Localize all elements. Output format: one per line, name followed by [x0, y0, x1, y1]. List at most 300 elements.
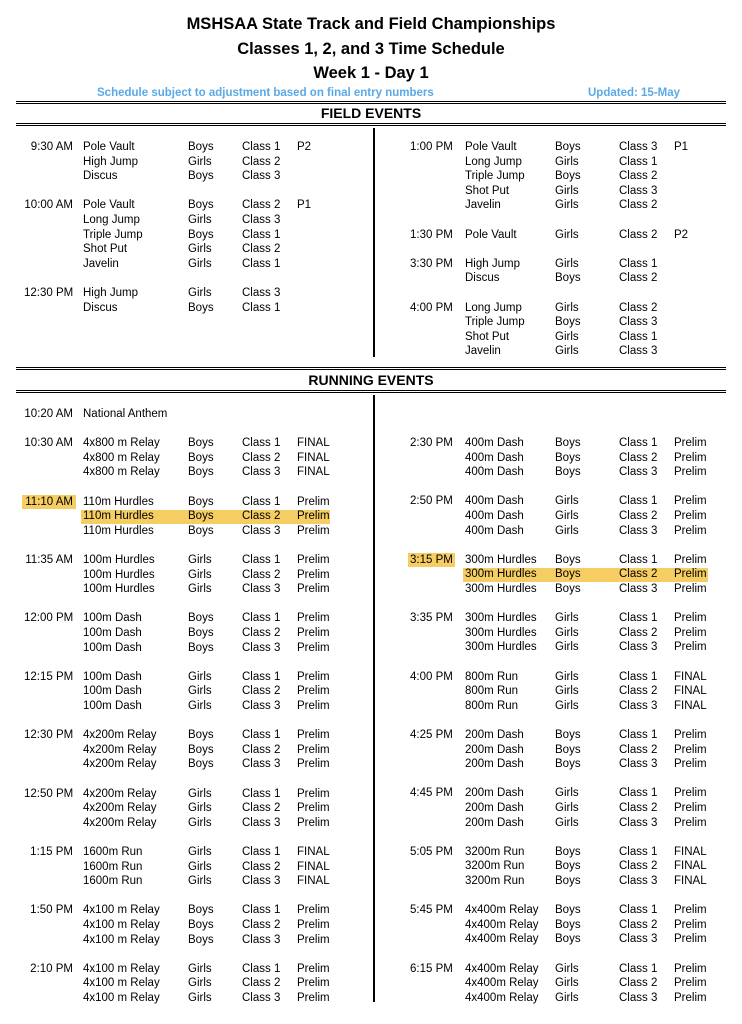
event-name: Long Jump [465, 155, 522, 168]
event-gender: Boys [188, 612, 214, 625]
time-slot: 3:35 PM [410, 612, 453, 625]
event-gender: Girls [188, 802, 212, 815]
event-note: Prelim [674, 904, 707, 917]
event-name: 300m Hurdles [465, 568, 537, 581]
event-name: 200m Dash [465, 743, 524, 756]
event-gender: Boys [555, 316, 581, 329]
divider [16, 390, 726, 391]
event-note: Prelim [674, 612, 707, 625]
divider [16, 123, 726, 124]
event-class: Class 3 [619, 699, 658, 712]
event-gender: Girls [555, 199, 579, 212]
event-name: 4x400m Relay [465, 904, 539, 917]
time-slot: 1:50 PM [30, 904, 73, 917]
event-name: Discus [465, 272, 500, 285]
event-name: 4x100 m Relay [83, 992, 160, 1004]
event-note: Prelim [297, 510, 330, 523]
event-name: 100m Dash [83, 627, 142, 639]
event-class: Class 1 [242, 141, 281, 153]
event-note: FINAL [674, 845, 707, 858]
event-name: 200m Dash [465, 802, 524, 814]
event-gender: Girls [555, 524, 579, 537]
event-note: Prelim [297, 641, 330, 654]
event-name: 300m Hurdles [465, 553, 537, 566]
time-slot: 5:45 PM [410, 904, 453, 917]
event-class: Class 3 [242, 466, 281, 479]
time-slot: 4:45 PM [410, 787, 453, 800]
time-slot: 11:10 AM [25, 495, 73, 508]
event-class: Class 1 [242, 670, 281, 683]
event-gender: Boys [188, 495, 214, 508]
time-slot: 12:50 PM [24, 787, 74, 800]
event-class: Class 2 [242, 977, 281, 990]
event-gender: Girls [555, 228, 579, 241]
time-slot: 11:35 AM [25, 554, 73, 566]
event-gender: Girls [188, 860, 212, 873]
event-class: Class 1 [619, 904, 658, 917]
event-class: Class 2 [619, 199, 658, 212]
event-gender: Girls [555, 345, 579, 358]
schedule-note: Schedule subject to adjustment based on final entry numbers [97, 87, 434, 99]
event-class: Class 1 [619, 845, 658, 858]
field-events-title: FIELD EVENTS [320, 105, 422, 121]
time-slot: 12:30 PM [24, 287, 74, 299]
event-note: P1 [297, 199, 312, 212]
event-gender: Girls [188, 685, 212, 698]
event-note: Prelim [297, 495, 330, 508]
event-note: Prelim [297, 670, 330, 683]
event-gender: Girls [188, 875, 212, 888]
event-note: Prelim [297, 612, 330, 625]
event-class: Class 2 [242, 510, 281, 523]
event-gender: Boys [555, 466, 581, 479]
event-class: Class 2 [242, 199, 281, 212]
event-gender: Girls [188, 977, 212, 990]
event-gender: Girls [188, 214, 212, 226]
event-gender: Girls [555, 301, 579, 314]
event-gender: Boys [188, 729, 214, 742]
event-name: Long Jump [83, 214, 140, 226]
event-class: Class 2 [619, 170, 658, 183]
event-name: Triple Jump [83, 228, 143, 241]
event-name: 1600m Run [83, 846, 143, 858]
event-class: Class 3 [242, 214, 281, 226]
event-note: Prelim [674, 977, 707, 990]
event-class: Class 2 [619, 272, 658, 285]
event-gender: Boys [188, 933, 214, 946]
event-gender: Girls [555, 155, 579, 168]
event-name: High Jump [83, 287, 138, 299]
event-name: 4x100 m Relay [83, 962, 160, 975]
event-name: Triple Jump [465, 316, 525, 329]
event-class: Class 2 [242, 568, 281, 581]
event-name: 400m Dash [465, 510, 524, 522]
event-gender: Boys [188, 228, 214, 241]
event-name: 100m Dash [83, 612, 142, 625]
event-name: 4x200m Relay [83, 729, 157, 742]
event-class: Class 1 [242, 437, 281, 450]
event-class: Class 3 [619, 141, 658, 153]
event-gender: Girls [555, 184, 579, 197]
event-gender: Boys [555, 553, 581, 566]
event-note: Prelim [297, 743, 330, 756]
event-note: Prelim [674, 437, 707, 449]
event-class: Class 1 [242, 554, 281, 566]
event-class: Class 1 [619, 553, 658, 566]
event-class: Class 2 [619, 802, 658, 814]
time-slot: 3:15 PM [410, 553, 453, 566]
event-class: Class 2 [619, 860, 658, 873]
event-name: 100m Hurdles [83, 568, 155, 581]
event-class: Class 1 [619, 257, 658, 270]
event-note: FINAL [674, 685, 707, 698]
event-class: Class 2 [242, 860, 281, 873]
event-name: 400m Dash [465, 524, 524, 537]
time-slot: 4:25 PM [410, 729, 453, 741]
event-class: Class 2 [619, 301, 658, 314]
event-name: 4x200m Relay [83, 743, 157, 756]
event-gender: Boys [555, 568, 581, 581]
column-divider [373, 395, 375, 1002]
event-class: Class 3 [242, 992, 281, 1004]
event-name: Javelin [83, 257, 119, 270]
event-class: Class 1 [619, 670, 658, 683]
event-gender: Boys [188, 451, 214, 464]
event-gender: Girls [555, 962, 579, 975]
event-name: 300m Hurdles [465, 626, 537, 639]
event-gender: Boys [188, 743, 214, 756]
event-class: Class 3 [242, 287, 281, 299]
event-gender: Boys [188, 199, 214, 212]
event-class: Class 2 [619, 568, 658, 581]
event-class: Class 2 [619, 626, 658, 639]
divider [16, 101, 726, 102]
event-gender: Boys [555, 758, 581, 771]
time-slot: 4:00 PM [410, 301, 453, 314]
event-note: FINAL [674, 699, 707, 712]
event-name: 200m Dash [465, 729, 524, 741]
event-gender: Girls [188, 670, 212, 683]
event-class: Class 1 [619, 729, 658, 741]
event-name: 800m Run [465, 685, 519, 698]
event-name: 100m Dash [83, 641, 142, 654]
event-class: Class 1 [619, 962, 658, 975]
event-note: Prelim [674, 451, 707, 464]
event-gender: Boys [555, 451, 581, 464]
event-name: 300m Hurdles [465, 641, 537, 654]
event-gender: Boys [555, 743, 581, 756]
event-class: Class 1 [242, 228, 281, 241]
event-note: Prelim [297, 685, 330, 698]
event-gender: Girls [188, 583, 212, 596]
divider [16, 125, 726, 126]
event-name: Shot Put [465, 330, 510, 343]
event-gender: Boys [555, 729, 581, 741]
event-name: 4x200m Relay [83, 816, 157, 829]
event-name: Long Jump [465, 301, 522, 314]
event-gender: Girls [188, 155, 212, 168]
event-note: Prelim [297, 816, 330, 829]
event-gender: Boys [188, 466, 214, 479]
event-name: Pole Vault [465, 228, 517, 241]
event-gender: Girls [555, 257, 579, 270]
event-name: 200m Dash [465, 758, 524, 771]
event-class: Class 1 [619, 155, 658, 168]
event-note: Prelim [297, 568, 330, 581]
page-subtitle: Classes 1, 2, and 3 Time Schedule [237, 40, 505, 58]
time-slot: 12:00 PM [24, 612, 74, 625]
event-gender: Girls [188, 992, 212, 1004]
event-name: 4x400m Relay [465, 977, 539, 990]
event-name: 400m Dash [465, 451, 524, 464]
event-class: Class 1 [619, 330, 658, 343]
event-note: Prelim [297, 977, 330, 990]
event-class: Class 1 [619, 787, 658, 800]
event-gender: Boys [555, 933, 581, 946]
event-note: P2 [297, 141, 312, 153]
day-label: Week 1 - Day 1 [313, 64, 429, 82]
event-gender: Boys [188, 904, 214, 917]
event-gender: Boys [188, 524, 214, 537]
event-name: 4x200m Relay [83, 802, 157, 815]
event-gender: Boys [555, 875, 581, 887]
event-note: Prelim [297, 933, 330, 946]
time-slot: 10:30 AM [24, 437, 73, 450]
event-class: Class 3 [619, 524, 658, 537]
event-note: FINAL [297, 466, 330, 479]
event-note: Prelim [297, 962, 330, 975]
event-name: 400m Dash [465, 495, 524, 508]
event-name: 4x800 m Relay [83, 437, 160, 450]
event-class: Class 3 [242, 641, 281, 654]
event-class: Class 2 [619, 510, 658, 522]
event-note: Prelim [674, 466, 707, 479]
event-gender: Girls [555, 685, 579, 698]
event-gender: Girls [188, 816, 212, 829]
time-slot: 10:20 AM [24, 408, 73, 420]
event-gender: Boys [555, 583, 581, 595]
event-name: 4x200m Relay [83, 758, 157, 771]
event-gender: Girls [188, 287, 212, 299]
event-class: Class 3 [619, 583, 658, 595]
event-note: Prelim [674, 510, 707, 522]
event-note: Prelim [674, 729, 707, 741]
time-slot: 6:15 PM [410, 962, 453, 975]
event-gender: Boys [555, 904, 581, 917]
event-class: Class 2 [619, 918, 658, 931]
event-note: FINAL [297, 437, 330, 450]
event-gender: Boys [555, 141, 581, 153]
event-class: Class 3 [619, 991, 658, 1004]
event-note: FINAL [674, 860, 707, 873]
event-name: 4x800 m Relay [83, 451, 160, 464]
event-gender: Girls [555, 330, 579, 343]
event-name: 100m Dash [83, 685, 142, 698]
event-name: 4x200m Relay [83, 787, 157, 800]
event-note: Prelim [297, 700, 330, 712]
event-note: Prelim [674, 787, 707, 800]
updated-date: Updated: 15-May [588, 87, 681, 99]
event-name: 3200m Run [465, 860, 525, 873]
event-note: P1 [674, 141, 689, 153]
time-slot: 3:30 PM [410, 257, 453, 270]
event-gender: Boys [555, 845, 581, 858]
event-note: Prelim [674, 495, 707, 508]
event-note: Prelim [674, 743, 707, 756]
time-slot: 1:15 PM [30, 846, 73, 858]
event-name: Shot Put [465, 184, 510, 197]
time-slot: 10:00 AM [24, 199, 73, 212]
event-note: FINAL [297, 875, 330, 888]
event-class: Class 2 [242, 685, 281, 698]
event-class: Class 1 [242, 846, 281, 858]
event-name: 4x100 m Relay [83, 977, 160, 990]
event-note: Prelim [674, 553, 707, 566]
event-note: Prelim [674, 933, 707, 946]
event-note: Prelim [297, 904, 330, 917]
event-note: Prelim [674, 991, 707, 1004]
event-note: Prelim [297, 524, 330, 537]
event-gender: Boys [188, 758, 214, 771]
event-name: Discus [83, 301, 118, 314]
event-note: Prelim [297, 583, 330, 596]
event-class: Class 1 [619, 612, 658, 625]
event-gender: Boys [555, 272, 581, 285]
time-slot: 4:00 PM [410, 670, 453, 683]
event-name: 300m Hurdles [465, 612, 537, 625]
event-gender: Girls [555, 641, 579, 654]
event-gender: Girls [555, 626, 579, 639]
event-class: Class 3 [242, 816, 281, 829]
event-gender: Girls [555, 991, 579, 1004]
event-gender: Boys [555, 860, 581, 873]
event-note: Prelim [674, 802, 707, 814]
event-class: Class 1 [242, 904, 281, 917]
event-name: 3200m Run [465, 845, 525, 858]
event-class: Class 3 [242, 700, 281, 712]
event-gender: Girls [188, 243, 212, 256]
event-gender: Girls [555, 510, 579, 522]
event-gender: Girls [188, 554, 212, 566]
column-divider [373, 128, 375, 357]
event-name: 800m Run [465, 699, 519, 712]
event-class: Class 3 [619, 641, 658, 654]
event-gender: Girls [188, 846, 212, 858]
page-title: MSHSAA State Track and Field Championships [186, 15, 556, 33]
event-class: Class 3 [619, 875, 658, 887]
event-class: Class 3 [242, 933, 281, 946]
event-class: Class 3 [242, 875, 281, 888]
event-note: Prelim [297, 729, 330, 742]
event-class: Class 1 [242, 962, 281, 975]
event-name: 4x400m Relay [465, 933, 539, 946]
event-gender: Boys [188, 437, 214, 450]
event-name: 4x100 m Relay [83, 904, 160, 917]
event-gender: Girls [555, 495, 579, 508]
event-class: Class 2 [619, 685, 658, 698]
event-class: Class 2 [242, 743, 281, 756]
event-gender: Boys [188, 510, 214, 523]
running-events-title: RUNNING EVENTS [308, 372, 434, 388]
time-slot: 12:15 PM [24, 670, 74, 683]
divider [16, 103, 726, 104]
event-class: Class 2 [619, 451, 658, 464]
event-gender: Girls [555, 977, 579, 990]
divider [16, 367, 726, 368]
event-class: Class 3 [619, 933, 658, 946]
event-gender: Girls [188, 962, 212, 975]
event-note: Prelim [674, 626, 707, 639]
divider [16, 369, 726, 370]
event-note: Prelim [297, 802, 330, 815]
event-note: Prelim [297, 992, 330, 1004]
event-class: Class 1 [242, 301, 281, 314]
event-name: High Jump [465, 257, 520, 270]
event-name: 3200m Run [465, 875, 525, 887]
event-class: Class 2 [242, 802, 281, 815]
event-gender: Boys [188, 919, 214, 931]
event-note: FINAL [674, 670, 707, 683]
event-note: Prelim [674, 816, 707, 829]
event-note: Prelim [297, 627, 330, 639]
time-slot: 1:00 PM [410, 141, 453, 153]
event-name: 400m Dash [465, 466, 524, 479]
event-name: Discus [83, 170, 118, 183]
event-name: 800m Run [465, 670, 519, 683]
event-class: Class 2 [242, 243, 281, 256]
event-class: Class 2 [242, 919, 281, 931]
event-gender: Girls [555, 699, 579, 712]
event-name: 4x400m Relay [465, 918, 539, 931]
event-gender: Girls [188, 257, 212, 270]
event-class: Class 1 [619, 495, 658, 508]
event-gender: Girls [188, 700, 212, 712]
event-class: Class 2 [242, 451, 281, 464]
event-name: 110m Hurdles [83, 510, 154, 523]
event-name: 110m Hurdles [83, 524, 154, 537]
event-class: Class 2 [619, 228, 658, 241]
event-note: Prelim [674, 583, 707, 595]
event-name: 400m Dash [465, 437, 524, 449]
event-note: FINAL [674, 875, 707, 887]
event-note: Prelim [297, 554, 330, 566]
event-class: Class 3 [619, 466, 658, 479]
event-class: Class 3 [242, 524, 281, 537]
event-note: Prelim [674, 758, 707, 771]
event-gender: Girls [555, 612, 579, 625]
event-name: 100m Hurdles [83, 554, 155, 566]
event-class: Class 2 [242, 155, 281, 168]
event-name: Pole Vault [83, 141, 135, 153]
time-slot: 9:30 AM [30, 141, 73, 153]
event-note: FINAL [297, 846, 330, 858]
event-name: 100m Dash [83, 700, 142, 712]
event-name: Pole Vault [465, 141, 517, 153]
event-name: 200m Dash [465, 816, 524, 829]
event-class: Class 3 [619, 316, 658, 329]
time-slot: 2:30 PM [410, 437, 453, 449]
time-slot: 2:50 PM [410, 495, 453, 508]
event-class: Class 1 [242, 257, 281, 270]
event-note: Prelim [297, 919, 330, 931]
event-gender: Girls [555, 816, 579, 829]
event-name: Triple Jump [465, 170, 525, 183]
event-class: Class 3 [619, 345, 658, 358]
event-note: FINAL [297, 451, 330, 464]
time-slot: 1:30 PM [410, 228, 453, 241]
event-name: High Jump [83, 155, 138, 168]
event-class: Class 3 [619, 758, 658, 771]
